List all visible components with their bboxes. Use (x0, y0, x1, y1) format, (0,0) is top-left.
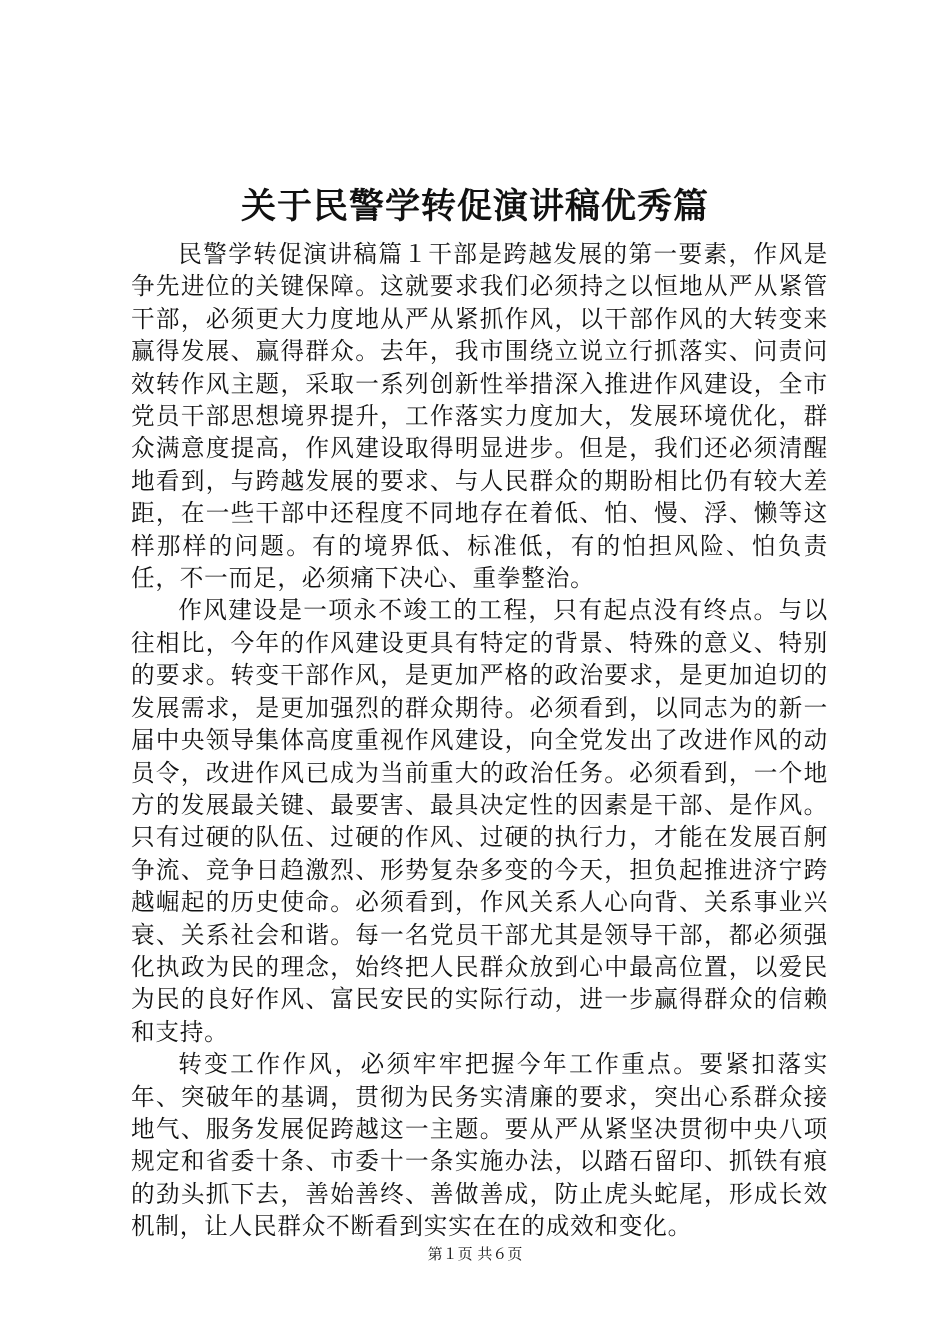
paragraph-1: 民警学转促演讲稿篇１干部是跨越发展的第一要素，作风是争先进位的关键保障。这就要求我们必须持之以恒地从严从紧管干部，必须更大力度地从严从紧抓作风，以干部作风的大转变来赢得发展、赢得群众。去年，我市围绕立说立行抓落实、问责问效转作风主题，采取一系列创新性举措深入推进作风建设，全市党员干部思想境界提升，工作落实力度加大，发展环境优化，群众满意度提高，作风建设取得明显进步。但是，我们还必须清醒地看到，与跨越发展的要求、与人民群众的期盼相比仍有较大差距，在一些干部中还程度不同地存在着低、怕、慢、浮、懒等这样那样的问题。有的境界低、标准低，有的怕担风险、怕负责任，不一而足，必须痛下决心、重拳整治。 (131, 240, 828, 593)
paragraph-2: 作风建设是一项永不竣工的工程，只有起点没有终点。与以往相比，今年的作风建设更具有特定的背景、特殊的意义、特别的要求。转变干部作风，是更加严格的政治要求，是更加迫切的发展需求，是更加强烈的群众期待。必须看到，以同志为的新一届中央领导集体高度重视作风建设，向全党发出了改进作风的动员令，改进作风已成为当前重大的政治任务。必须看到，一个地方的发展最关键、最要害、最具决定性的因素是干部、是作风。只有过硬的队伍、过硬的作风、过硬的执行力，才能在发展百舸争流、竞争日趋激烈、形势复杂多变的今天，担负起推进济宁跨越崛起的历史使命。必须看到，作风关系人心向背、关系事业兴衰、关系社会和谐。每一名党员干部尤其是领导干部，都必须强化执政为民的理念，始终把人民群众放到心中最高位置，以爱民为民的良好作风、富民安民的实际行动，进一步赢得群众的信赖和支持。 (131, 596, 828, 1046)
page-number-footer: 第１页 共６页 (427, 1245, 523, 1263)
paragraph-3: 转变工作作风，必须牢牢把握今年工作重点。要紧扣落实年、突破年的基调，贯彻为民务实清廉的要求，突出心系群众接地气、服务发展促跨越这一主题。要从严从紧坚决贯彻中央八项规定和省委十条、市委十一条实施办法，以踏石留印、抓铁有痕的劲头抓下去，善始善终、善做善成，防止虎头蛇尾，形成长效机制，让人民群众不断看到实实在在的成效和变化。 (131, 1050, 828, 1241)
document-body (131, 238, 828, 1243)
document-title: 关于民警学转促演讲稿优秀篇 (240, 186, 709, 227)
